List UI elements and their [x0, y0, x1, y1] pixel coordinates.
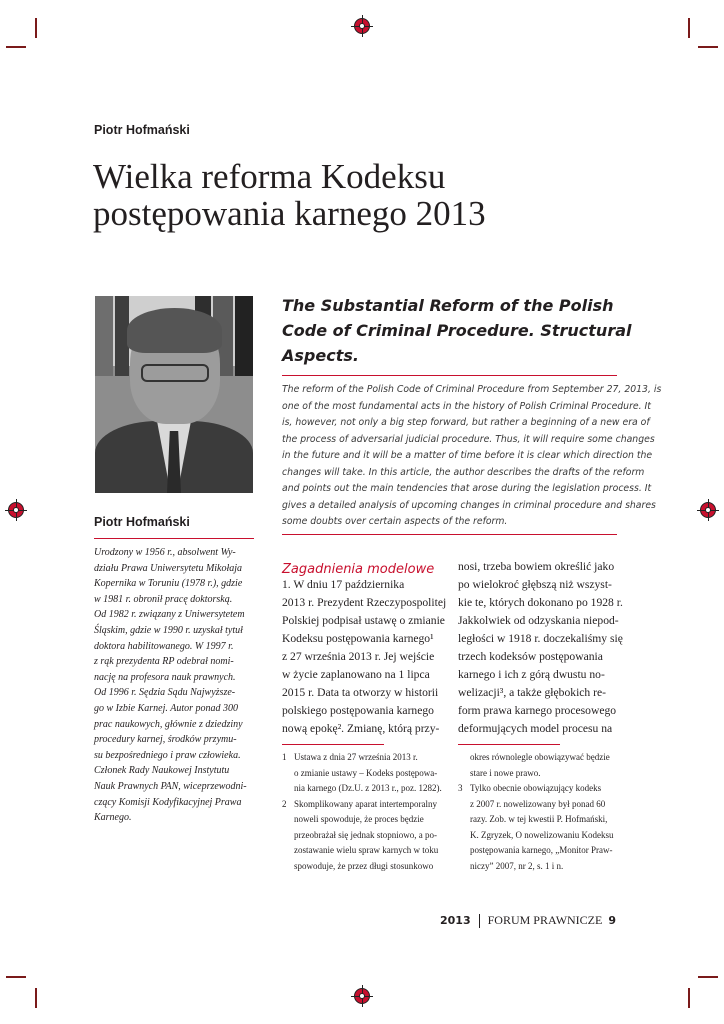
body-line: po wielokroć głębszą niż wszyst- — [458, 578, 612, 591]
page-number: 9 — [608, 914, 616, 927]
abstract-line: The reform of the Polish Code of Criminal Procedure from September 27, 2013, is — [282, 384, 662, 395]
footnote-line: postępowania karnego, „Monitor Praw- — [470, 845, 613, 855]
footnote-line: 3 Tylko obecnie obowiązujący kodeks — [458, 783, 602, 793]
footnote-line: spowoduje, że przez długi stosunkowo — [294, 860, 434, 871]
bio-line: Karnego. — [94, 812, 132, 824]
footnote-rule — [458, 744, 560, 745]
abstract-line: is, however, not only a big step forward, but rather a beginning of a new era of — [282, 417, 650, 428]
registration-mark-icon — [8, 502, 24, 518]
body-column-1 — [282, 576, 447, 738]
crop-mark — [698, 976, 718, 978]
english-title-line: Aspects. — [282, 346, 359, 365]
body-line: trzech kodeksów postępowania — [458, 650, 603, 663]
divider — [94, 538, 254, 539]
english-abstract — [282, 382, 662, 531]
title-line: Wielka reforma Kodeksu — [93, 157, 446, 196]
body-line: Polskiej podpisał ustawę o zmianie — [282, 614, 445, 627]
divider — [282, 534, 617, 535]
abstract-line: in the future and it will be a matter of time before it is clear which direction the — [282, 450, 653, 461]
body-line: Jakkolwiek od odzyskania niepod- — [458, 614, 619, 627]
body-line: z 27 września 2013 r. Jej wejście — [282, 650, 435, 663]
footnotes-column-2 — [458, 750, 623, 874]
footnote-line: o zmianie ustawy – Kodeks postępowa- — [294, 767, 438, 778]
footnote-rule — [282, 744, 384, 745]
registration-mark-icon — [354, 18, 370, 34]
bio-line: prac naukowych, głównie z dziedziny — [94, 718, 243, 730]
body-line: 1. W dniu 17 października — [282, 578, 405, 591]
registration-mark-icon — [354, 988, 370, 1004]
bio-line: procedury karnej, środków przymu- — [94, 734, 237, 746]
footnote-line: z 2007 r. nowelizowany był ponad 60 — [470, 798, 606, 809]
author-name-sidebar: Piotr Hofmański — [94, 515, 190, 529]
bio-line: Urodzony w 1956 r., absolwent Wy- — [94, 547, 236, 558]
bio-line: doktora habilitowanego. W 1997 r. — [94, 640, 234, 652]
body-line: deformujących model procesu na — [458, 722, 613, 735]
author-photo — [95, 296, 253, 493]
registration-mark-icon — [700, 502, 716, 518]
bio-line: w 1981 r. obronił pracę doktorską. — [94, 593, 233, 605]
bio-line: Nauk Prawnych PAN, wiceprzewodni- — [94, 780, 247, 792]
footnote-line: 1 Ustawa z dnia 27 września 2013 r. — [282, 752, 418, 762]
abstract-line: changes will take. In this article, the author describes the drafts of the reform — [282, 466, 645, 478]
author-name: Piotr Hofmański — [94, 123, 190, 137]
body-line: form prawa karnego procesowego — [458, 704, 617, 717]
footer-divider — [479, 914, 480, 928]
english-title-line: Code of Criminal Procedure. Structural — [282, 321, 632, 340]
body-line: w życie zaplanowano na 1 lipca — [282, 668, 430, 681]
crop-mark — [688, 988, 690, 1008]
bio-line: Członek Rady Naukowej Instytutu — [94, 765, 230, 777]
footnote-line: niczy” 2007, nr 2, s. 1 i n. — [470, 860, 564, 871]
footnote-line: noweli spowoduje, że proces będzie — [294, 814, 424, 824]
english-title — [282, 293, 632, 368]
footnote-line: K. Zgryzek, O nowelizowaniu Kodeksu — [470, 829, 614, 840]
abstract-line: some doubts over certain aspects of the reform. — [282, 516, 508, 527]
crop-mark — [688, 18, 690, 38]
bio-line: nację na profesora nauk prawnych. — [94, 671, 236, 683]
journal-name: FORUM PRAWNICZE — [487, 913, 603, 927]
bio-line: Od 1996 r. Sędzia Sądu Najwyższe- — [94, 687, 236, 699]
bio-line: go w Izbie Karnej. Autor ponad 300 — [94, 702, 238, 714]
footnote-line: przeobrażał się jednak stopniowo, a po- — [294, 829, 437, 840]
footnote-line: razy. Zob. w tej kwestii P. Hofmański, — [470, 814, 608, 824]
footnote-line: stare i nowe prawo. — [470, 767, 541, 778]
abstract-line: one of the most fundamental acts in the history of Polish Criminal Procedure. It — [282, 400, 651, 412]
bio-line: z rąk prezydenta RP odebrał nomi- — [94, 656, 234, 668]
body-column-2 — [458, 558, 623, 738]
bio-line: działu Prawa Uniwersytetu Mikołaja — [94, 562, 243, 574]
bio-line: Od 1982 r. związany z Uniwersytetem — [94, 609, 245, 621]
footer-year: 2013 — [440, 914, 471, 927]
footnotes-column-1 — [282, 750, 447, 874]
bio-line: su bezpośredniego i praw człowieka. — [94, 749, 241, 761]
section-heading: Zagadnienia modelowe — [282, 562, 435, 577]
crop-mark — [6, 976, 26, 978]
article-title — [93, 158, 653, 232]
body-line: karnego i ich z górą dwustu no- — [458, 668, 605, 681]
body-line: nosi, trzeba bowiem określić jako — [458, 560, 615, 573]
english-title-line: The Substantial Reform of the Polish — [282, 296, 614, 315]
crop-mark — [35, 18, 37, 38]
crop-mark — [35, 988, 37, 1008]
abstract-line: gives a detailed analysis of upcoming changes in criminal procedure and shares — [282, 499, 656, 511]
body-line: Kodeksu postępowania karnego¹ — [282, 632, 434, 645]
body-line: welizacji³, a także głębokich re- — [458, 686, 606, 699]
body-line: ległości w 1918 r. doczekaliśmy się — [458, 632, 623, 645]
body-line: nową epokę². Zmianę, którą przy- — [282, 722, 440, 735]
footnote-line: nia karnego (Dz.U. z 2013 r., poz. 1282). — [294, 783, 442, 793]
title-line: postępowania karnego 2013 — [93, 194, 486, 233]
bio-line: Śląskim, gdzie w 1990 r. uzyskał tytuł — [94, 624, 243, 636]
footnote-line: okres równolegle obowiązywać będzie — [470, 752, 610, 762]
author-bio — [94, 545, 256, 826]
divider — [282, 375, 617, 376]
bio-line: czący Komisji Kodyfikacyjnej Prawa — [94, 796, 242, 808]
abstract-line: and points out the main tendencies that arose during the legislation process. It — [282, 483, 652, 494]
body-line: kie te, których dokonano po 1928 r. — [458, 596, 623, 609]
bio-line: Kopernika w Toruniu (1978 r.), gdzie — [94, 578, 243, 590]
crop-mark — [698, 46, 718, 48]
crop-mark — [6, 46, 26, 48]
body-line: 2013 r. Prezydent Rzeczypospolitej — [282, 596, 447, 609]
body-line: polskiego postępowania karnego — [282, 704, 434, 717]
footnote-line: zostawanie wielu spraw karnych w toku — [294, 845, 439, 855]
page-footer — [440, 913, 616, 928]
abstract-line: the process of adversarial judicial procedure. Thus, it will require some changes — [282, 433, 655, 445]
body-line: 2015 r. Data ta otworzy w historii — [282, 686, 439, 699]
footnote-line: 2 Skomplikowany aparat intertemporalny — [282, 798, 437, 809]
